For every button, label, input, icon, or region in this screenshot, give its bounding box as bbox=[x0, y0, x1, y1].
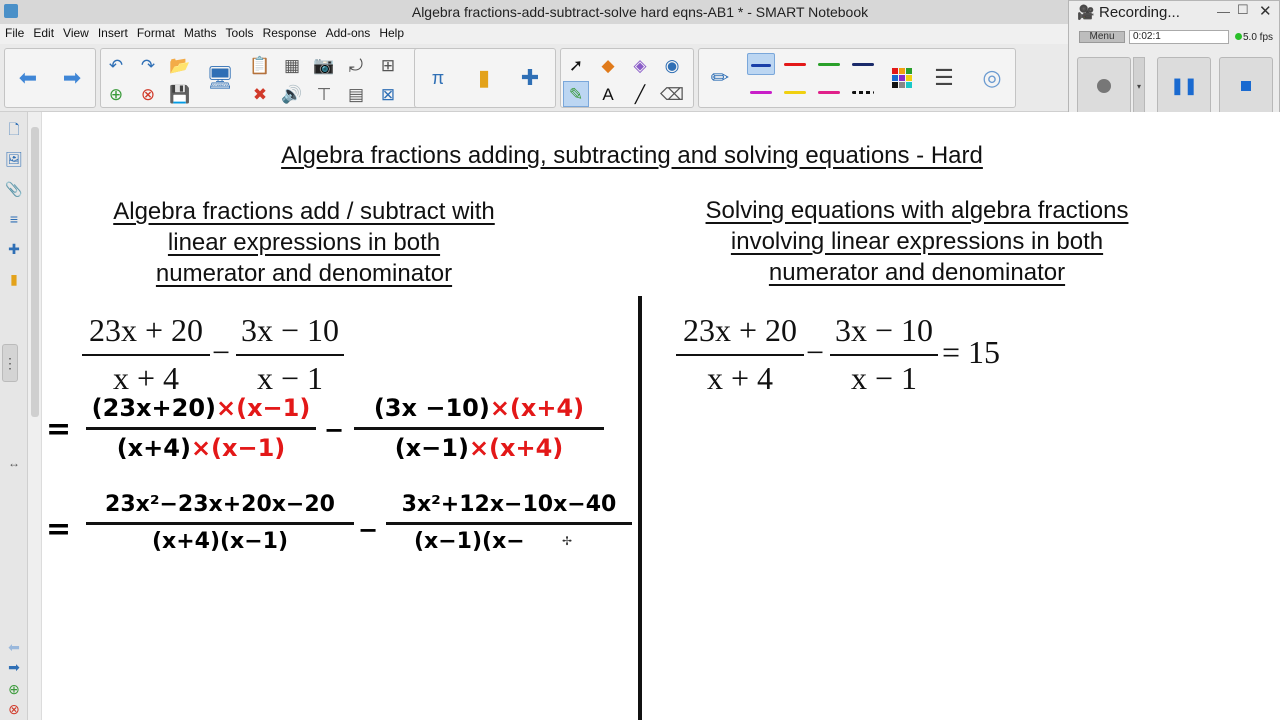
addons-tab-icon[interactable]: ✚ bbox=[8, 241, 20, 257]
pause-button[interactable] bbox=[1157, 57, 1211, 115]
response-tab-icon[interactable]: ▮ bbox=[10, 271, 18, 287]
fraction-bar bbox=[676, 354, 804, 356]
working-line1-f1-num-red: ×(x−1) bbox=[215, 394, 311, 422]
pen-group bbox=[698, 48, 1016, 108]
recorder-time: 0:02:1 bbox=[1129, 30, 1229, 44]
page-sorter-icon[interactable]: 🗋 bbox=[8, 121, 20, 137]
right-heading-line-3: numerator and denominator bbox=[768, 259, 1066, 286]
working-line2-f1-numerator: 23x²−23x+20x−20 bbox=[105, 492, 335, 517]
working-line1-f2-num-black: (3x −10) bbox=[373, 394, 490, 422]
right-heading-line-1: Solving equations with algebra fractions bbox=[705, 197, 1129, 224]
screen-shade-icon[interactable]: ▦ bbox=[283, 55, 301, 75]
next-page-small-icon[interactable]: ➡ bbox=[8, 659, 20, 675]
left-fraction-2 bbox=[236, 312, 344, 397]
right-fraction-2 bbox=[830, 312, 938, 397]
recorder-title: Recording... bbox=[1099, 4, 1180, 21]
paste-icon[interactable]: 📋 bbox=[249, 55, 271, 75]
stop-icon bbox=[1241, 81, 1251, 91]
status-indicator-icon bbox=[1235, 33, 1242, 40]
left-minus-sign: − bbox=[212, 334, 231, 370]
recorder-window bbox=[1068, 0, 1280, 128]
fraction-bar bbox=[830, 354, 938, 356]
page-title: Algebra fractions adding, subtracting and solving equations - Hard bbox=[281, 142, 983, 169]
pen-black-dashed[interactable] bbox=[849, 81, 877, 103]
right-fraction-1-denominator: x + 4 bbox=[706, 360, 774, 396]
window-title: Algebra fractions-add-subtract-solve hard eqns-AB1 * - SMART Notebook bbox=[411, 4, 869, 20]
working-line2-f2-numerator: 3x²+12x−10x−40 bbox=[401, 492, 617, 517]
undo-icon[interactable]: ↶ bbox=[108, 55, 124, 75]
working-line1-fraction-1 bbox=[86, 394, 316, 462]
working-line2-fraction-2 bbox=[386, 492, 632, 554]
left-heading bbox=[62, 196, 546, 289]
menu-bar bbox=[0, 24, 1070, 44]
working-line1-fraction-2 bbox=[354, 394, 604, 462]
menu-addons[interactable]: Add-ons bbox=[325, 26, 371, 40]
fraction-bar bbox=[236, 354, 344, 356]
add-page-small-icon[interactable]: ⊕ bbox=[8, 681, 20, 697]
addon-group bbox=[414, 48, 556, 108]
left-fraction-2-numerator: 3x − 10 bbox=[240, 312, 340, 348]
select-arrow-icon[interactable]: ➚ bbox=[568, 55, 584, 75]
line-icon[interactable]: ╱ bbox=[634, 84, 646, 104]
maximize-icon[interactable]: ☐ bbox=[1237, 2, 1249, 17]
math-tools-icon[interactable]: π bbox=[431, 68, 445, 88]
pause-icon: ❚❚ bbox=[1170, 78, 1198, 95]
transparency-icon[interactable]: ◎ bbox=[982, 65, 1002, 90]
working-line1-f2-den-black: (x−1) bbox=[394, 434, 469, 462]
working-line1-f2-num-red: ×(x+4) bbox=[489, 394, 585, 422]
sidebar-collapse-handle[interactable]: ⋮ bbox=[2, 344, 18, 382]
fraction-bar bbox=[386, 522, 632, 525]
pen-red[interactable] bbox=[781, 53, 809, 75]
working-line2-minus: − bbox=[358, 516, 379, 544]
attachments-icon[interactable]: 📎 bbox=[5, 181, 23, 197]
pen-blue[interactable] bbox=[747, 53, 775, 75]
redo-icon[interactable]: ↷ bbox=[140, 55, 156, 75]
left-fraction-1 bbox=[82, 312, 210, 397]
add-page-icon[interactable]: ⊕ bbox=[108, 84, 124, 104]
delete-page-small-icon[interactable]: ⊗ bbox=[8, 701, 20, 717]
right-fraction-1-numerator: 23x + 20 bbox=[682, 312, 798, 348]
working-line2-f2-denominator: (x−1)(x− bbox=[414, 529, 525, 554]
fraction-bar bbox=[82, 354, 210, 356]
delete-icon[interactable]: ✖ bbox=[252, 84, 268, 104]
pen-yellow[interactable] bbox=[781, 81, 809, 103]
side-tabs bbox=[0, 112, 28, 720]
working-line2-f1-denominator: (x+4)(x−1) bbox=[151, 529, 289, 554]
text-icon[interactable]: A bbox=[602, 84, 614, 104]
minimize-icon[interactable]: — bbox=[1217, 4, 1230, 19]
recorder-menu-button[interactable]: Menu bbox=[1079, 31, 1125, 43]
display-icon[interactable]: 🖥 bbox=[206, 65, 234, 90]
left-heading-line-1: Algebra fractions add / subtract with bbox=[113, 198, 495, 225]
line-style-icon[interactable]: ☰ bbox=[934, 65, 954, 90]
record-options-dropdown[interactable]: ▾ bbox=[1133, 57, 1145, 115]
notebook-canvas[interactable] bbox=[42, 112, 1280, 720]
document-camera-icon[interactable]: ⊤ bbox=[316, 84, 332, 104]
divider-line bbox=[638, 296, 642, 720]
fraction-bar bbox=[86, 522, 354, 525]
pen-navy[interactable] bbox=[849, 53, 877, 75]
right-heading-line-2: involving linear expressions in both bbox=[730, 228, 1104, 255]
next-page-icon[interactable]: ➡ bbox=[62, 65, 82, 90]
right-fraction-2-numerator: 3x − 10 bbox=[834, 312, 934, 348]
pen-pink[interactable] bbox=[815, 81, 843, 103]
menu-tools[interactable]: Tools bbox=[225, 26, 254, 40]
menu-response[interactable]: Response bbox=[262, 26, 317, 40]
eraser-shape-icon[interactable]: ◈ bbox=[633, 55, 647, 75]
color-palette-icon[interactable] bbox=[885, 54, 919, 102]
pen-style-icon[interactable]: ✏ bbox=[710, 65, 730, 90]
sound-icon[interactable]: 🔊 bbox=[281, 84, 303, 104]
scrollbar-thumb[interactable] bbox=[31, 127, 39, 417]
right-heading bbox=[660, 195, 1174, 288]
eraser-icon[interactable]: ⌫ bbox=[659, 84, 685, 104]
open-file-icon[interactable]: 📂 bbox=[169, 55, 191, 75]
menu-view[interactable]: View bbox=[63, 26, 89, 40]
menu-format[interactable]: Format bbox=[136, 26, 175, 40]
working-line1-minus: − bbox=[324, 416, 345, 444]
vertical-scrollbar[interactable] bbox=[28, 112, 42, 720]
right-minus-sign: − bbox=[806, 334, 825, 370]
shapes-icon[interactable]: ◆ bbox=[601, 55, 615, 75]
table-icon[interactable]: ▤ bbox=[347, 84, 365, 104]
response-icon[interactable]: ▮ bbox=[477, 65, 491, 90]
working-equals-2: = bbox=[46, 512, 72, 547]
pens-icon[interactable]: ✎ bbox=[563, 81, 589, 107]
left-heading-line-2: linear expressions in both bbox=[167, 229, 441, 256]
addons-icon[interactable]: ✚ bbox=[520, 65, 540, 90]
right-equals-15: = 15 bbox=[942, 334, 1001, 370]
menu-file[interactable]: File bbox=[5, 26, 25, 40]
fraction-bar bbox=[86, 427, 316, 430]
close-icon[interactable]: ✕ bbox=[1259, 3, 1272, 20]
pen-magenta[interactable] bbox=[747, 81, 775, 103]
nav-group bbox=[4, 48, 96, 108]
previous-page-small-icon[interactable]: ⬅ bbox=[8, 639, 20, 655]
previous-page-icon[interactable]: ⬅ bbox=[18, 65, 38, 90]
right-fraction-1 bbox=[676, 312, 804, 397]
working-line1-f1-num-black: (23x+20) bbox=[91, 394, 216, 422]
record-icon bbox=[1097, 79, 1111, 93]
select-group bbox=[560, 48, 694, 108]
fraction-bar bbox=[354, 427, 604, 430]
menu-maths[interactable]: Maths bbox=[183, 26, 217, 40]
stop-button[interactable] bbox=[1219, 57, 1273, 115]
camera-icon[interactable]: 📷 bbox=[313, 55, 335, 75]
delete-page-icon[interactable]: ⊗ bbox=[140, 84, 156, 104]
record-button[interactable] bbox=[1077, 57, 1131, 115]
left-fraction-1-numerator: 23x + 20 bbox=[88, 312, 204, 348]
close-box-icon[interactable]: ⊠ bbox=[380, 84, 396, 104]
menu-edit[interactable]: Edit bbox=[33, 26, 55, 40]
save-icon[interactable]: 💾 bbox=[169, 84, 191, 104]
recorder-icon: 🎥 bbox=[1077, 4, 1095, 20]
pen-green[interactable] bbox=[815, 53, 843, 75]
fullscreen-icon[interactable]: ⊞ bbox=[380, 55, 396, 75]
working-line1-f1-den-red: ×(x−1) bbox=[190, 434, 286, 462]
working-line2-fraction-1 bbox=[86, 492, 354, 554]
recorder-fps: 5.0 fps bbox=[1243, 32, 1274, 43]
menu-insert[interactable]: Insert bbox=[97, 26, 128, 40]
left-fraction-2-denominator: x − 1 bbox=[256, 360, 324, 396]
properties-icon[interactable]: ≡ bbox=[9, 211, 19, 227]
left-fraction-1-denominator: x + 4 bbox=[112, 360, 180, 396]
fill-icon[interactable]: ◉ bbox=[664, 55, 680, 75]
capture-icon[interactable]: ⤾ bbox=[348, 55, 364, 75]
gallery-icon[interactable]: 🖼 bbox=[5, 151, 23, 167]
working-equals-1: = bbox=[46, 412, 72, 447]
toolbar bbox=[0, 44, 1070, 112]
menu-help[interactable]: Help bbox=[379, 26, 404, 40]
pen-cursor-icon: ✢ bbox=[562, 534, 573, 548]
right-fraction-2-denominator: x − 1 bbox=[850, 360, 918, 396]
resize-arrows-icon[interactable]: ↔ bbox=[8, 456, 20, 470]
left-heading-line-3: numerator and denominator bbox=[155, 260, 453, 287]
working-line1-f2-den-red: ×(x+4) bbox=[468, 434, 564, 462]
working-line1-f1-den-black: (x+4) bbox=[116, 434, 191, 462]
